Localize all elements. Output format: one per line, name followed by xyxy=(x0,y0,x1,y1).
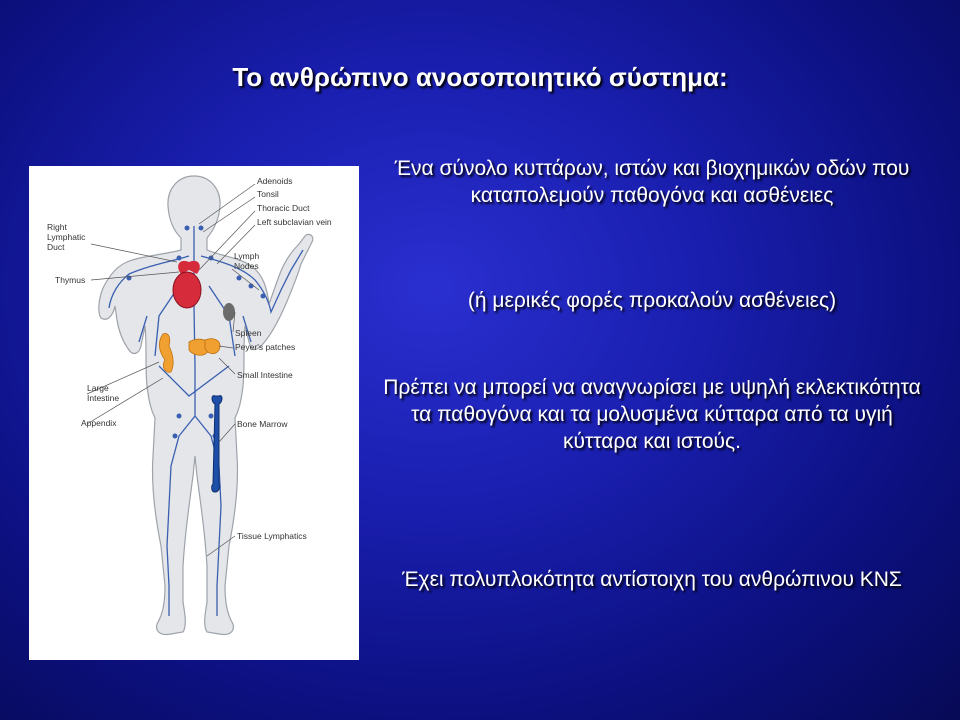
human-body-diagram xyxy=(29,166,359,660)
label-small-intestine: Small Intestine xyxy=(237,370,293,380)
heart xyxy=(173,272,201,308)
label-adenoids: Adenoids xyxy=(257,176,293,186)
label-right-lymphatic-duct-1: Right xyxy=(47,222,67,232)
label-peyers-patches: Peyer's patches xyxy=(235,342,296,352)
label-tissue-lymphatics: Tissue Lymphatics xyxy=(237,531,307,541)
label-thoracic-duct: Thoracic Duct xyxy=(257,203,310,213)
label-right-lymphatic-duct-3: Duct xyxy=(47,242,65,252)
paragraph-note: (ή μερικές φορές προκαλούν ασθένειες) xyxy=(467,289,837,312)
paragraph-definition: Ένα σύνολο κυττάρων, ιστών και βιοχημικών οδών που καταπολεμούν παθογόνα και ασθένειες xyxy=(394,157,910,207)
slide-title: Το ανθρώπινο ανοσοποιητικό σύστημα: xyxy=(232,62,728,92)
paragraph-complexity: Έχει πολυπλοκότητα αντίστοιχη του ανθρώπινου ΚΝΣ xyxy=(402,568,902,591)
label-left-subclavian-vein: Left subclavian vein xyxy=(257,217,332,227)
label-tonsil: Tonsil xyxy=(257,189,279,199)
paragraph-recognition: Πρέπει να μπορεί να αναγνωρίσει με υψηλή εκλεκτικότητα τα παθογόνα και τα μολυσμένα κύτταρα από τα υγιή κύτταρα και ιστούς. xyxy=(383,376,921,453)
label-large-intestine-1: Large xyxy=(87,383,109,393)
label-large-intestine-2: Intestine xyxy=(87,393,120,403)
label-lymph-nodes-1: Lymph xyxy=(234,251,260,261)
spleen xyxy=(223,303,235,321)
label-lymph-nodes-2: Nodes xyxy=(234,261,259,271)
lymphatic-system-figure xyxy=(29,166,359,660)
label-appendix: Appendix xyxy=(81,418,117,428)
label-bone-marrow: Bone Marrow xyxy=(237,419,288,429)
label-thymus: Thymus xyxy=(55,275,86,285)
body-silhouette xyxy=(99,176,313,635)
label-spleen: Spleen xyxy=(235,328,262,338)
label-right-lymphatic-duct-2: Lymphatic xyxy=(47,232,86,242)
